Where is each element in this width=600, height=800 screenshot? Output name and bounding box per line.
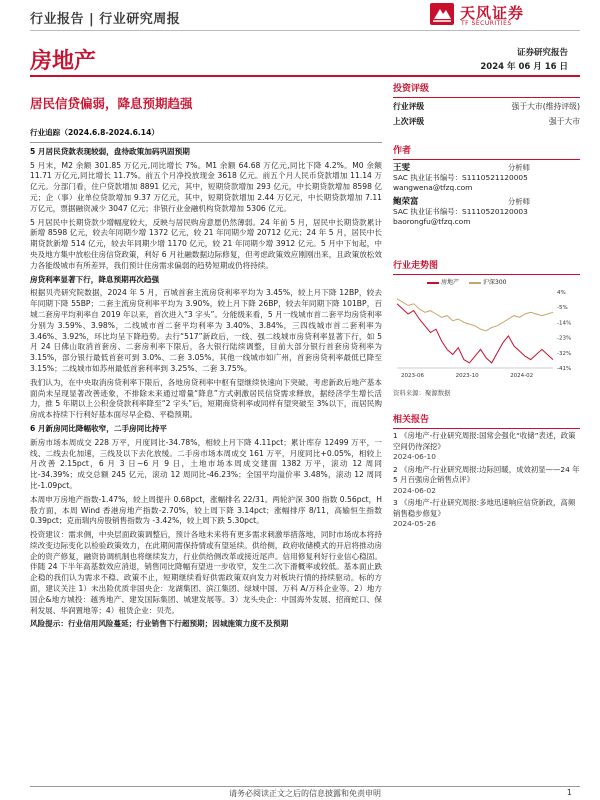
chart-svg bbox=[393, 286, 580, 386]
related-date: 2024-06-10 bbox=[393, 452, 436, 461]
prev-rating-value: 强于大市 bbox=[548, 117, 580, 126]
main-body bbox=[30, 128, 382, 633]
author-name: 王雯 bbox=[393, 163, 411, 173]
section-divider bbox=[30, 142, 382, 143]
tracking-period: 行业追踪（2024.6.8-2024.6.14） bbox=[30, 128, 159, 137]
trend-chart bbox=[393, 286, 580, 386]
report-date: 2024 年 06 月 16 日 bbox=[480, 62, 568, 72]
report-title: 居民信贷偏弱，降息预期趋强 bbox=[30, 96, 193, 111]
logo bbox=[430, 0, 580, 30]
risk-warning: 风险提示：行业信用风险蔓延；行业销售下行超预期；因城施策力度不及预期 bbox=[30, 619, 289, 629]
sidebar bbox=[393, 78, 580, 530]
y-tick-label: -41% bbox=[557, 366, 572, 372]
y-tick-label: -5% bbox=[557, 305, 568, 312]
y-tick-label: -32% bbox=[557, 350, 572, 357]
related-index: 2 bbox=[393, 464, 398, 474]
related-date: 2024-05-26 bbox=[393, 519, 436, 528]
logo-subtext: TF SECURITIES bbox=[461, 20, 512, 27]
legend-label: 沪深300 bbox=[483, 279, 507, 286]
related-date: 2024-06-02 bbox=[393, 485, 436, 495]
chart-heading: 行业走势图 bbox=[393, 255, 580, 275]
legend-swatch bbox=[469, 282, 481, 284]
legend-swatch bbox=[427, 282, 439, 284]
author-name: 鲍荣富 bbox=[393, 197, 419, 207]
related-report[interactable] bbox=[393, 431, 580, 463]
related-report[interactable] bbox=[393, 465, 580, 497]
title-divider bbox=[30, 75, 580, 77]
rating-row bbox=[393, 98, 580, 113]
paragraph: 5 月居民中长期贷款少增幅度较大，反映与居民购房意愿仍然薄弱。24 年前 5 月，居民中长期贷款累计新增 8598 亿元，较去年同期少增 1372 亿元，较 21 年同期少增 20712 亿元；24 年 5 月，居民中长期贷款新增 514 亿元，较去年同期少增 1170 亿元，较 21 年同期少增 3912 亿元。5 月中下旬起，中央及地方集中放松住房信贷政策，利好 6 月社融数据边际修复，但考虑政策效应刚刚出来，且政策放松效力各能级城市有所差异，我们预计住房需求偏弱的趋势短期或仍将持续。 bbox=[30, 217, 382, 270]
page-number: 1 bbox=[566, 788, 572, 797]
related-report[interactable] bbox=[393, 498, 580, 530]
prev-rating-row bbox=[393, 113, 580, 128]
author-2 bbox=[393, 197, 580, 227]
chart-legend bbox=[427, 277, 580, 286]
header-divider bbox=[30, 30, 580, 31]
author-role: 分析师 bbox=[507, 163, 530, 172]
related-title: 《房地产-行业研究周报:多地迅速响应信贷新政，高频销售稳步修复》 bbox=[393, 498, 576, 518]
prev-rating-label: 上次评级 bbox=[393, 117, 425, 126]
y-tick-label: -23% bbox=[557, 335, 572, 342]
sac-number: S1110520120003 bbox=[462, 207, 528, 216]
investment-advice: 投资建议：需求侧，中央层面政策调整后，预计各地未来将有更多需求刺激举措落地，同时市场成本将持续改变边际变化以检验政策效力，在此期间需保持情或有望延续。供给侧，政府收储模式的开启将推动房企的资产修复，融资协调机制也将继续发力，行业供给侧改革或接近尾声。信用修复利好行业信心稳固。伴随 24 下半年高基数效应消退，销售同比降幅有望进一步收窄，发生二次下滑概率或较低。基本面止跌企稳的我们认为需求不稳、政策不止，短期继续看好供需政策双向发力对板块行情的持续驱动。标的方面，建议关注 1）未出险优质非国央企：龙湖集团、滨江集团、绿城中国、万科 A/万科企业等。2）地方国企&地方城投：越秀地产、建发国际集团、城建发展等。3）龙头央企：中国海外发展、招商蛇口、保利发展、华润置地等；4）租赁企业：贝壳。 bbox=[30, 530, 382, 615]
related-title: 《房地产-行业研究周报:边际回暖，成效初显——24 年 5 月百强房企销售点评》 bbox=[393, 464, 580, 484]
legend-label: 房地产 bbox=[441, 279, 460, 286]
rating-label: 行业评级 bbox=[393, 102, 425, 111]
author-email[interactable]: wangwena@tfzq.com bbox=[393, 183, 473, 192]
related-index: 3 bbox=[393, 498, 398, 507]
section-title-1: 5 月居民贷款表现较弱，盘待政策加码巩固预期 bbox=[30, 146, 190, 156]
author-email[interactable]: baorongfu@tfzq.com bbox=[393, 217, 471, 226]
section-title-2: 房贷利率显著下行，降息预期再次趋强 bbox=[30, 274, 160, 284]
rating-heading: 投资评级 bbox=[393, 78, 580, 98]
author-heading: 作者 bbox=[393, 140, 580, 160]
x-tick-label: 2023-06 bbox=[401, 373, 424, 379]
sac-label: SAC 执业证书编号： bbox=[393, 207, 462, 216]
sac-number: S1110521120005 bbox=[462, 173, 528, 182]
chart-source: 资料来源：聚源数据 bbox=[393, 389, 451, 397]
legend-item bbox=[427, 277, 459, 286]
y-tick-label: -14% bbox=[557, 320, 572, 327]
section-title-3: 6 月新房同比降幅收窄，二手房同比持平 bbox=[30, 423, 168, 433]
footer-divider bbox=[30, 786, 580, 787]
paragraph: 新房市场本周成交 228 万平，月度同比-34.78%，相较上月下降 4.11pct；累计库存 12499 万平，一线、二线去化加速，三线及以下去化放缓。二手房市场本周成交 161 万平，月度同比+0.05%，相较上月改善 2.15pct，6 月 3 日~6 月 9 日，土地市场本周成交建面 1382 万平，滚动 12 周同比-34.39%；成交总额 245 亿元，滚动 12 周同比-46.23%；全国平均溢价率 3.48%，滚动 12 周同比-1.09pct。 bbox=[30, 437, 382, 490]
x-tick-label: 2024-02 bbox=[510, 373, 534, 379]
sac-label: SAC 执业证书编号： bbox=[393, 173, 462, 182]
report-type: 证券研究报告 bbox=[516, 48, 568, 58]
y-tick-label: 4% bbox=[557, 290, 566, 296]
report-category: 行业报告 | 行业研究周报 bbox=[30, 12, 181, 27]
author-1 bbox=[393, 163, 580, 193]
series-line-1 bbox=[397, 299, 553, 331]
legend-item bbox=[469, 277, 506, 286]
related-index: 1 bbox=[393, 431, 398, 440]
disclaimer: 请务必阅读正文之后的信息披露和免责申明 bbox=[229, 789, 381, 798]
logo-icon bbox=[430, 3, 454, 25]
x-tick-label: 2023-10 bbox=[455, 373, 479, 379]
paragraph: 5 月末，M2 余额 301.85 万亿元,同比增长 7%。M1 余额 64.68 万亿元,同比下降 4.2%。M0 余额 11.71 万亿元,同比增长 11.7%。前五个月净投放现金 3618 亿元。前五个月人民币贷款增加 11.14 万亿元。分部门看，住户贷款增加 8891 亿元，其中，短期贷款增加 293 亿元，中长期贷款增加 8598 亿元；企（事）业单位贷款增加 9.37 万亿元，其中，短期贷款增加 2.44 万亿元，中长期贷款增加 7.11 万亿元，票据融资减少 3047 亿元；非银行业金融机构贷款增加 5306 亿元。 bbox=[30, 160, 382, 213]
paragraph: 根据贝壳研究院数据，2024 年 5 月，百城首套主流房贷利率平均为 3.45%，较上月下降 12BP，较去年同期下降 55BP；二套主流房贷利率平均为 3.90%，较上月下降 26BP，较去年同期下降 101BP，百城二套房平均利率自 2019 年以来，首次进入“3 字头”。分能级来看，5 月一线城市首二套平均房贷利率分别为 3.59%、3.98%，二线城市首二套平均利率为 3.40%、3.84%，三四线城市首二套利率为 3.46%、3.92%，环比均呈下降趋势。去行“517”新政后，一线、强二线城市房贷利率显著下行，如 5 月 24 日佛山取消首套房、二套房利率下限后，各大银行陆续调整，目前大部分银行首套房贷利率为 3.15%，部分银行最低首套可到 3.0%、二套 3.05%。其他一线城市如广州，首套房贷利率最低已降至 3.15%；二线城市如苏州最低首套利率到 3.25%、二套 3.75%。 bbox=[30, 288, 382, 373]
related-title: 《房地产-行业研究周报:国常会强化“收储”表述，政策空间仍待深挖》 bbox=[393, 431, 576, 451]
related-heading: 相关报告 bbox=[393, 409, 580, 429]
author-role: 分析师 bbox=[507, 197, 530, 206]
logo-text: 天风证券 bbox=[460, 4, 525, 22]
rating-value: 强于大市(维持评级) bbox=[511, 102, 580, 111]
paragraph: 我们认为，在中央取消房贷利率下限后，各地房贷利率中枢有望继续快速向下突破。考虑新政后地产基本面尚未呈现显著改善迹象，不排除未来通过增量“降息”方式刺激居民信贷需求释放，据经济学生增长活力，推 5 年期以上公积金贷款利率降至“2 字头”后，短期商贷利率或同样有望突破至 3%以下，而居民购房成本持续下行利好基本面尽早企稳、平稳预期。 bbox=[30, 377, 382, 420]
paragraph: 本周申万房地产指数-1.47%，较上周提升 0.68pct，涨幅排名 22/31。两轮沪深 300 指数 0.56pct，H 股方面，本周 Wind 香港房地产指数-2.70%，较上周下降 3.14pct；涨幅排序 8/11，高输恒生指数 0.39pct；克而瑞内房股销售指数为 -3.42%，较上周下跌 5.30pct。 bbox=[30, 494, 382, 526]
sector-name: 房地产 bbox=[30, 49, 97, 74]
